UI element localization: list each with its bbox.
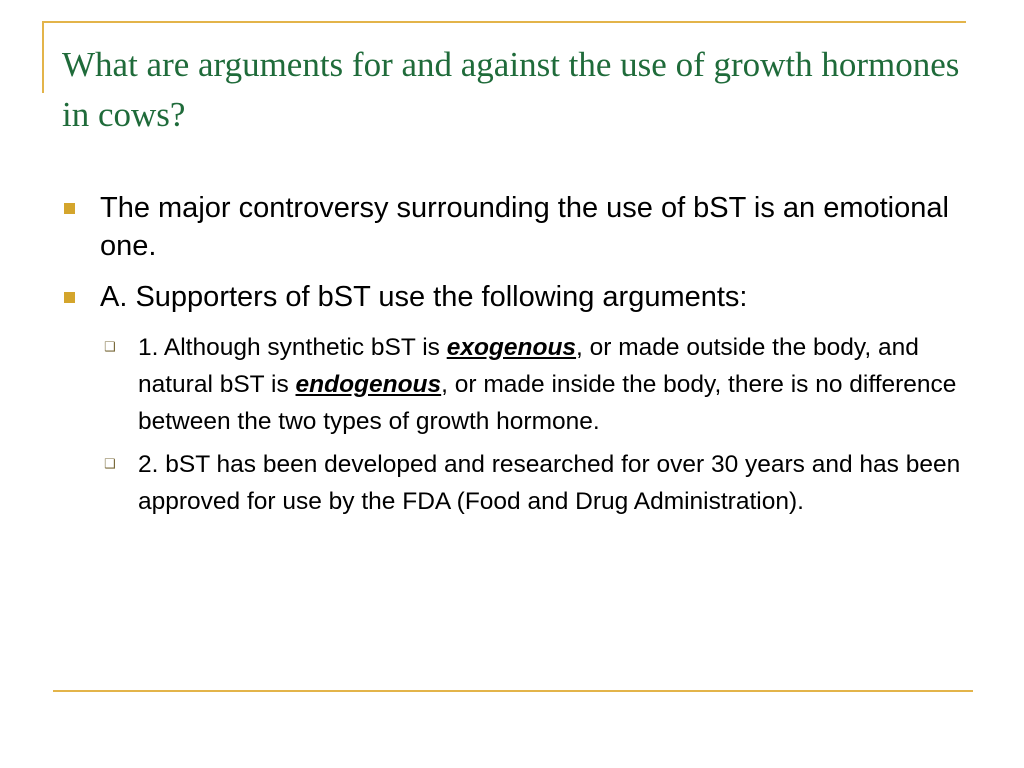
sub-bullet-item	[62, 446, 982, 520]
slide-title: What are arguments for and against the use of growth hormones in cows?	[62, 45, 960, 134]
hollow-square-bullet-icon: ❑	[104, 457, 116, 472]
bullet-item	[62, 189, 982, 265]
left-accent-line	[42, 21, 44, 93]
square-bullet-icon	[64, 203, 75, 214]
sub-bullet-text-part: , or made inside the body, there is no difference between the two types of growth hormone.	[138, 371, 957, 435]
bottom-accent-line	[53, 690, 973, 692]
bullet-text: The major controversy surrounding the use of bST is an emotional one.	[100, 192, 949, 262]
term-endogenous: endogenous	[295, 371, 442, 398]
sub-bullet-text: 2. bST has been developed and researched for over 30 years and has been approved for use by the FDA (Food and Drug Administration).	[138, 451, 961, 515]
hollow-square-bullet-icon: ❑	[104, 340, 116, 355]
sub-bullet-text	[138, 334, 956, 435]
term-exogenous: exogenous	[446, 334, 577, 361]
slide-body	[62, 189, 982, 526]
sub-bullet-text-part: 1. Although synthetic bST is	[138, 334, 447, 361]
top-accent-line	[42, 21, 966, 23]
sub-bullet-text-part: , or made outside the body, and natural bST is	[138, 334, 919, 398]
sub-bullet-item	[62, 329, 982, 440]
bullet-item	[62, 278, 982, 316]
square-bullet-icon	[64, 292, 75, 303]
bullet-text: A. Supporters of bST use the following arguments:	[100, 281, 748, 313]
